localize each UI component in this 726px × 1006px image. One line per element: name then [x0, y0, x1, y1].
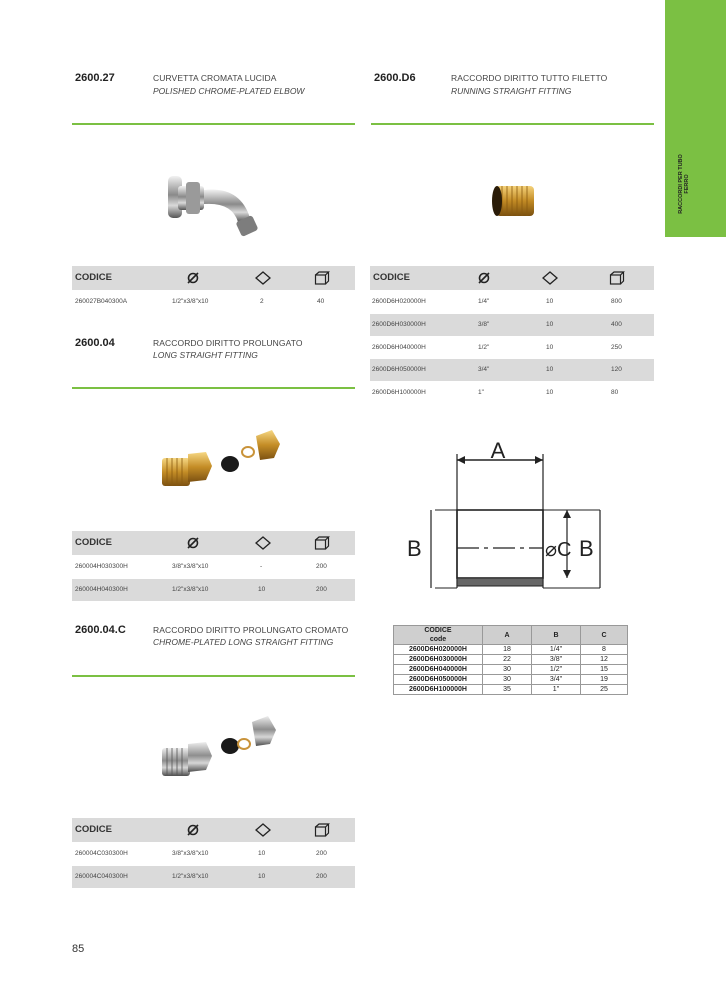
divider — [72, 675, 355, 677]
cell-box: 80 — [611, 389, 619, 396]
cell-code: 2600D6H100000H — [372, 389, 426, 396]
cell-code: 2600D6H050000H — [394, 675, 483, 685]
table-row — [370, 291, 654, 313]
table-header — [370, 266, 654, 290]
cell-size: 3/8"x3/8"x10 — [172, 563, 209, 570]
cell-pack: 10 — [546, 366, 554, 373]
cell-box: 200 — [316, 873, 327, 880]
cell-box: 400 — [611, 321, 622, 328]
divider — [72, 123, 355, 125]
cell-code: 260004H030300H — [75, 563, 128, 570]
table-row — [72, 579, 355, 601]
cell-a: 30 — [483, 665, 532, 675]
box-icon — [609, 271, 625, 285]
cell-pack: 10 — [258, 850, 266, 857]
cell-c: 8 — [581, 645, 628, 655]
cell-c: 15 — [581, 665, 628, 675]
dimension-table — [393, 625, 628, 695]
table-row — [394, 665, 628, 675]
cell-pack: 2 — [260, 298, 264, 305]
cell-pack: 10 — [258, 586, 266, 593]
header-codice: CODICE — [75, 272, 112, 283]
cell-box: 200 — [316, 586, 327, 593]
cell-pack: 10 — [258, 873, 266, 880]
cell-code: 260027B040300A — [75, 298, 128, 305]
cell-code: 2600D6H020000H — [394, 645, 483, 655]
cell-code: 260004H040300H — [75, 586, 128, 593]
fitting-photo — [488, 178, 544, 224]
cell-a: 22 — [483, 655, 532, 665]
cell-a: 35 — [483, 685, 532, 695]
cell-a: 30 — [483, 675, 532, 685]
table-header — [72, 531, 355, 555]
cell-c: 19 — [581, 675, 628, 685]
product-code: 2600.D6 — [374, 72, 416, 84]
section-tab — [665, 0, 726, 237]
cell-code: 2600D6H040000H — [394, 665, 483, 675]
package-icon — [255, 823, 271, 837]
diameter-icon — [186, 823, 200, 837]
dim-header-c: C — [581, 626, 628, 645]
cell-pack: 10 — [546, 344, 554, 351]
cell-pack: 10 — [546, 298, 554, 305]
cell-box: 200 — [316, 850, 327, 857]
product-name-en: CHROME-PLATED LONG STRAIGHT FITTING — [153, 637, 334, 647]
cell-c: 25 — [581, 685, 628, 695]
cell-size: 3/8"x3/8"x10 — [172, 850, 209, 857]
package-icon — [255, 271, 271, 285]
cell-box: 40 — [317, 298, 325, 305]
label-b-right: B — [579, 536, 594, 561]
product-name-en: POLISHED CHROME-PLATED ELBOW — [153, 86, 305, 96]
product-name-en: RUNNING STRAIGHT FITTING — [451, 86, 572, 96]
cell-size: 1/2"x3/8"x10 — [172, 298, 209, 305]
table-row — [72, 291, 355, 313]
cell-b: 3/8" — [532, 655, 581, 665]
cell-pack: 10 — [546, 321, 554, 328]
product-name-it: RACCORDO DIRITTO TUTTO FILETTO — [451, 73, 608, 83]
cell-box: 250 — [611, 344, 622, 351]
cell-box: 120 — [611, 366, 622, 373]
table-row — [394, 655, 628, 665]
cell-size: 1/2" — [478, 344, 490, 351]
cell-code: 260004C040300H — [75, 873, 128, 880]
cell-box: 800 — [611, 298, 622, 305]
cell-code: 2600D6H050000H — [372, 366, 426, 373]
product-name-en: LONG STRAIGHT FITTING — [153, 350, 258, 360]
product-name-it: CURVETTA CROMATA LUCIDA — [153, 73, 277, 83]
table-row — [370, 359, 654, 381]
cell-size: 3/4" — [478, 366, 490, 373]
cell-code: 2600D6H030000H — [372, 321, 426, 328]
cell-c: 12 — [581, 655, 628, 665]
label-b-left: B — [407, 536, 422, 561]
long-fitting-photo — [158, 422, 282, 498]
table-row — [370, 337, 654, 359]
divider — [72, 387, 355, 389]
cell-code: 2600D6H100000H — [394, 685, 483, 695]
box-icon — [314, 536, 330, 550]
product-code: 2600.27 — [75, 72, 115, 84]
dim-header-a: A — [483, 626, 532, 645]
cell-b: 3/4" — [532, 675, 581, 685]
diameter-icon — [186, 536, 200, 550]
chrome-fitting-photo — [158, 712, 282, 788]
table-header — [72, 266, 355, 290]
cell-b: 1/2" — [532, 665, 581, 675]
page-number: 85 — [72, 943, 85, 955]
cell-size: 1/2"x3/8"x10 — [172, 586, 209, 593]
product-code: 2600.04 — [75, 337, 115, 349]
box-icon — [314, 271, 330, 285]
table-row — [72, 843, 355, 865]
header-codice: CODICE — [75, 824, 112, 835]
table-row — [72, 866, 355, 888]
cell-pack: - — [260, 563, 263, 570]
cell-a: 18 — [483, 645, 532, 655]
table-row — [370, 382, 654, 404]
package-icon — [542, 271, 558, 285]
cell-code: 2600D6H040000H — [372, 344, 426, 351]
cell-box: 200 — [316, 563, 327, 570]
product-code: 2600.04.C — [75, 624, 126, 636]
cell-pack: 10 — [546, 389, 554, 396]
label-a: A — [490, 438, 506, 463]
table-row — [370, 314, 654, 336]
table-row — [72, 556, 355, 578]
header-codice: CODICE — [75, 537, 112, 548]
table-row — [394, 685, 628, 695]
table-row — [394, 645, 628, 655]
dimension-diagram — [405, 438, 610, 598]
table-header — [72, 818, 355, 842]
cell-code: 2600D6H030000H — [394, 655, 483, 665]
label-c: ⌀C — [545, 539, 572, 561]
box-icon — [314, 823, 330, 837]
diameter-icon — [186, 271, 200, 285]
section-tab-label: RACCORDI PER TUBO FERRO — [678, 154, 690, 214]
package-icon — [255, 536, 271, 550]
table-row — [394, 675, 628, 685]
product-name-it: RACCORDO DIRITTO PROLUNGATO CROMATO — [153, 625, 349, 635]
header-codice: CODICE — [373, 272, 410, 283]
cell-b: 1" — [532, 685, 581, 695]
cell-size: 1/4" — [478, 298, 490, 305]
cell-size: 3/8" — [478, 321, 490, 328]
cell-size: 1" — [478, 389, 484, 396]
diameter-icon — [477, 271, 491, 285]
cell-code: 260004C030300H — [75, 850, 128, 857]
cell-b: 1/4" — [532, 645, 581, 655]
divider — [371, 123, 654, 125]
dim-header-b: B — [532, 626, 581, 645]
cell-code: 2600D6H020000H — [372, 298, 426, 305]
dim-header-code: CODICE code — [394, 626, 483, 645]
elbow-photo — [160, 168, 270, 248]
cell-size: 1/2"x3/8"x10 — [172, 873, 209, 880]
product-name-it: RACCORDO DIRITTO PROLUNGATO — [153, 338, 303, 348]
